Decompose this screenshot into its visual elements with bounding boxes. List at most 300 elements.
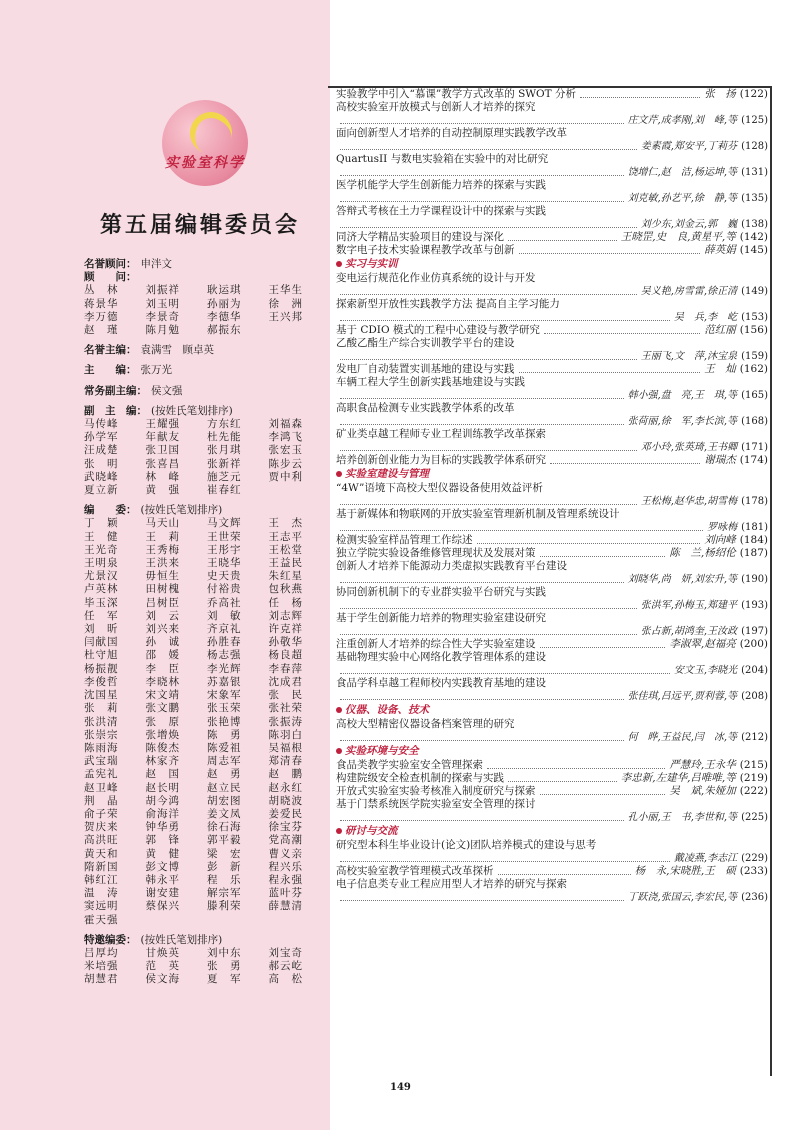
- entry-authors: 刘克敏,孙艺平,徐 静,等: [627, 193, 738, 204]
- contents-section-heading: [330, 745, 770, 758]
- member-name: 解宗军: [207, 887, 242, 900]
- member-name: 周志军: [207, 755, 242, 768]
- member-name: 赵永红: [268, 781, 303, 794]
- member-name: 王 杰: [268, 517, 303, 530]
- entry-title: 高校实验室教学管理模式改革探析: [336, 865, 494, 877]
- entry-authors: 张佳琪,吕远平,贾利蓉,等: [627, 691, 738, 702]
- member-name: 王松堂: [268, 543, 303, 556]
- contents-entry[interactable]: [330, 482, 770, 508]
- member-name: 年献友: [145, 431, 180, 444]
- member-name: [269, 914, 331, 927]
- member-name: 徐 洲: [268, 297, 303, 310]
- member-name: 党高潮: [268, 834, 303, 847]
- contents-entry[interactable]: [330, 586, 770, 612]
- member-name: 林家齐: [145, 755, 180, 768]
- entry-title: 注重创新人才培养的综合性大学实验室建设: [336, 638, 536, 650]
- entry-page: (212): [741, 732, 768, 743]
- entry-authors: 孔小丽,王 书,李世和,等: [627, 812, 738, 823]
- role-title: 主 编：: [84, 364, 137, 377]
- entry-authors: 邓小玲,张英琦,王书卿: [640, 442, 738, 453]
- member-name: 毋恒生: [145, 570, 180, 583]
- entry-title: 基于 CDIO 模式的工程中心建设与教学研究: [336, 324, 540, 336]
- member-name: 张振涛: [268, 715, 303, 728]
- entry-page: (200): [739, 638, 768, 650]
- entry-authors: 王 灿: [704, 363, 736, 375]
- entry-authors: 庄文芹,成孝刚,刘 峰,等: [627, 115, 738, 126]
- editorial-board-panel: [0, 0, 330, 1130]
- member-name: 卢英林: [84, 583, 119, 596]
- contents-entry[interactable]: [330, 127, 770, 153]
- member-name: 俞海洋: [145, 807, 180, 820]
- entry-title: 发电厂自动装置实训基地的建设与实践: [336, 363, 515, 375]
- entry-authors: 薛英娟: [704, 244, 736, 256]
- member-name: 杨志强: [207, 649, 242, 662]
- bullet-icon: [336, 261, 342, 267]
- member-name: 毕玉深: [84, 596, 119, 609]
- entry-title: 构建院级安全检查机制的探索与实践: [336, 772, 504, 784]
- entry-title: 同济大学精品实验项目的建设与深化: [336, 231, 504, 243]
- member-name: 包秋燕: [268, 583, 303, 596]
- bullet-icon: [336, 707, 342, 713]
- member-name: 张新祥: [207, 457, 242, 470]
- member-name: 黄 健: [145, 847, 180, 860]
- member-name: 刘宝奇: [268, 946, 303, 959]
- entry-authors: 戴凌燕,李志江: [673, 853, 738, 864]
- entry-page: (142): [739, 231, 768, 243]
- member-name: 宋文靖: [145, 689, 180, 702]
- member-name: 史天贵: [207, 570, 242, 583]
- member-name: 沈成君: [268, 675, 303, 688]
- entry-authors: 刘晓华,尚 妍,刘宏升,等: [627, 574, 738, 585]
- member-name: 刘 昕: [84, 623, 119, 636]
- member-name: 王明泉: [84, 557, 119, 570]
- entry-title: 数字电子技术实验课程教学改革与创新: [336, 244, 515, 256]
- entry-title: 检测实验室样品管理工作综述: [336, 534, 473, 546]
- member-name: 王彤宇: [207, 543, 242, 556]
- entry-page: (145): [739, 244, 768, 256]
- member-name: 杜守旭: [84, 649, 119, 662]
- entry-title: 基础物理实验中心网络化教学管理体系的建设: [336, 651, 546, 663]
- member-name: 高洪旺: [84, 834, 119, 847]
- contents-entry[interactable]: [330, 718, 770, 744]
- member-name: 张玉荣: [207, 702, 242, 715]
- contents-entry[interactable]: [330, 785, 770, 798]
- contents-entry[interactable]: [330, 560, 770, 586]
- contents-entry[interactable]: [330, 534, 770, 547]
- contents-entry[interactable]: [330, 88, 770, 101]
- role-value: 侯文强: [151, 384, 183, 397]
- contents-entry[interactable]: [330, 508, 770, 534]
- leader-dots: [340, 311, 670, 321]
- member-name: 陈步云: [268, 457, 303, 470]
- member-name: 郭 锋: [145, 834, 180, 847]
- contents-entry[interactable]: [330, 798, 770, 824]
- entry-page: (233): [739, 865, 768, 877]
- member-name: [146, 914, 208, 927]
- leader-dots: [540, 785, 666, 795]
- member-name: 任 杨: [268, 596, 303, 609]
- member-name: 宋象军: [207, 689, 242, 702]
- member-name: 张 明: [84, 457, 119, 470]
- member-name: [269, 484, 331, 497]
- member-name: 张社荣: [268, 702, 303, 715]
- member-name: 马传峰: [84, 418, 119, 431]
- leader-dots: [519, 244, 701, 254]
- entry-page: (181): [741, 522, 768, 533]
- member-name: 闫献国: [84, 636, 119, 649]
- entry-authors: 杨 永,宋晓胜,王 硕: [634, 865, 736, 877]
- entry-page: (153): [741, 312, 768, 323]
- contents-entry[interactable]: [330, 153, 770, 179]
- special-editor-names: [84, 947, 330, 987]
- member-name: 马文辉: [207, 517, 242, 530]
- entry-page: (171): [741, 442, 768, 453]
- entry-page: (159): [741, 351, 768, 362]
- member-name: 胡晓波: [268, 794, 303, 807]
- member-name: 郑清春: [268, 755, 303, 768]
- member-name: 杨振靓: [84, 662, 119, 675]
- member-name: 蓝叶芬: [268, 887, 303, 900]
- leader-dots: [498, 865, 631, 875]
- section-title: 实验室建设与管理: [345, 468, 429, 480]
- member-name: 孙 诚: [145, 636, 180, 649]
- member-name: 隋新国: [84, 860, 119, 873]
- contents-entry[interactable]: [330, 865, 770, 878]
- chief-editor-line: [84, 364, 330, 377]
- leader-dots: [340, 811, 624, 821]
- page-number: 149: [390, 1082, 411, 1093]
- entry-authors: 王晓罡,史 良,黄星平,等: [620, 231, 736, 243]
- member-name: 张 民: [268, 689, 303, 702]
- editor-names: [84, 517, 330, 926]
- member-name: 赵立民: [207, 781, 242, 794]
- leader-dots: [340, 731, 624, 741]
- member-name: 张 莉: [84, 702, 119, 715]
- leader-dots: [340, 192, 624, 202]
- role-value: (按姓氏笔划排序): [151, 404, 233, 417]
- member-name: 杜先能: [207, 431, 242, 444]
- member-name: 胡慧君: [84, 973, 119, 986]
- leader-dots: [340, 285, 637, 295]
- member-name: [207, 914, 269, 927]
- contents-entry[interactable]: [330, 759, 770, 772]
- contents-entry[interactable]: [330, 272, 770, 298]
- member-name: 贺庆来: [84, 821, 119, 834]
- member-name: 荆 晶: [84, 794, 119, 807]
- entry-authors: 吴义艳,房雪雷,徐正清: [640, 286, 738, 297]
- contents-entry[interactable]: [330, 337, 770, 363]
- entry-title: 食品学科卓越工程师校内实践教育基地的建设: [336, 677, 546, 689]
- member-name: [269, 324, 331, 337]
- member-name: 刘振祥: [145, 284, 180, 297]
- member-name: 孟宪礼: [84, 768, 119, 781]
- contents-entry[interactable]: [330, 402, 770, 428]
- member-name: 梁 宏: [207, 847, 242, 860]
- member-name: 张崇宗: [84, 728, 119, 741]
- member-name: 张喜昌: [145, 457, 180, 470]
- role-value: 张万光: [140, 364, 172, 377]
- member-name: 孙学军: [84, 431, 119, 444]
- leader-dots: [544, 324, 700, 334]
- member-name: 马天山: [145, 517, 180, 530]
- logo-text: 实验室科学: [165, 155, 245, 171]
- member-name: 滕利荣: [207, 900, 242, 913]
- member-name: 陈月勉: [145, 324, 180, 337]
- exec-deputy-line: [84, 385, 330, 398]
- member-name: 王洪来: [145, 557, 180, 570]
- member-name: 陈俊杰: [145, 741, 180, 754]
- member-name: 赵长明: [145, 781, 180, 794]
- member-name: 薛慧清: [268, 900, 303, 913]
- member-name: 张 勇: [207, 960, 242, 973]
- contents-entry[interactable]: [330, 878, 770, 904]
- member-name: 郝振东: [207, 324, 242, 337]
- member-name: 邵 媛: [145, 649, 180, 662]
- entry-title: 培养创新创业能力为目标的实践教学体系研究: [336, 454, 546, 466]
- leader-dots: [340, 114, 624, 124]
- leader-dots: [340, 389, 624, 399]
- entry-title: 基于学生创新能力培养的物理实验室建设研究: [336, 612, 546, 624]
- member-name: 任 军: [84, 609, 119, 622]
- entry-authors: 吴 斌,朱娅加: [669, 785, 736, 797]
- entry-authors: 范红丽: [704, 324, 736, 336]
- entry-page: (236): [741, 892, 768, 903]
- leader-dots: [340, 521, 703, 531]
- member-name: 王 健: [84, 530, 119, 543]
- role-title: 名誉顾问：: [84, 258, 137, 270]
- member-name: 孙敬华: [268, 636, 303, 649]
- member-name: 田树槐: [145, 583, 180, 596]
- entry-authors: 何 晔,王益民,闫 冰,等: [627, 732, 738, 743]
- role-value: (按姓氏笔划排序): [140, 504, 223, 517]
- member-name: 李春萍: [268, 662, 303, 675]
- contents-entry[interactable]: [330, 651, 770, 677]
- member-name: 黄 强: [145, 484, 180, 497]
- member-name: 米培强: [84, 960, 119, 973]
- contents-entry[interactable]: [330, 428, 770, 454]
- entry-title: 协同创新机制下的专业群实验平台研究与实践: [336, 586, 546, 598]
- member-name: 俞子荣: [84, 807, 119, 820]
- entry-page: (138): [741, 219, 768, 230]
- entry-page: (190): [741, 574, 768, 585]
- contents-entry[interactable]: [330, 363, 770, 376]
- leader-dots: [340, 573, 624, 583]
- entry-page: (156): [739, 324, 768, 336]
- special-editors-line: [84, 934, 330, 947]
- editorial-roles: [84, 258, 330, 987]
- member-name: 许克祥: [268, 623, 303, 636]
- contents-entry[interactable]: [330, 205, 770, 231]
- leader-dots: [340, 664, 670, 674]
- entry-authors: 张占新,胡鸿奎,王汝政: [640, 626, 738, 637]
- section-title: 实习与实训: [345, 258, 398, 270]
- entry-page: (222): [739, 785, 768, 797]
- entry-page: (135): [741, 193, 768, 204]
- entry-authors: 姜素霞,郑安平,丁莉芬: [640, 141, 738, 152]
- entry-authors: 韩小强,盘 亮,王 琪,等: [627, 390, 738, 401]
- role-title: 常务副主编：: [84, 384, 147, 397]
- member-name: 张卫国: [145, 444, 180, 457]
- member-name: 郭平毅: [207, 834, 242, 847]
- member-name: 王秀梅: [145, 543, 180, 556]
- role-title: 顾 问：: [84, 271, 137, 284]
- entry-authors: 罗咏梅: [707, 522, 738, 533]
- entry-authors: 王松梅,赵华忠,胡雪梅: [640, 496, 738, 507]
- member-name: 王光奇: [84, 543, 119, 556]
- entry-authors: 丁跃浇,张国云,李宏民,等: [627, 892, 738, 903]
- section-title: 实验环境与安全: [345, 745, 419, 757]
- contents-entry[interactable]: [330, 179, 770, 205]
- entry-title: 创新人才培养下能源动力类虚拟实践教育平台建设: [336, 560, 567, 572]
- entry-page: (125): [741, 115, 768, 126]
- entry-page: (131): [741, 167, 768, 178]
- member-name: 苏嘉银: [207, 675, 242, 688]
- member-name: 侯文海: [145, 973, 180, 986]
- section-title: 仪器、设备、技术: [345, 704, 429, 716]
- member-name: 刘 敏: [207, 609, 242, 622]
- member-name: 刘兴来: [145, 623, 180, 636]
- contents-entry[interactable]: [330, 839, 770, 865]
- entry-page: (215): [739, 759, 768, 771]
- member-name: 刘 云: [145, 609, 180, 622]
- deputy-editor-line: [84, 405, 330, 418]
- member-name: 孙胜春: [207, 636, 242, 649]
- advisor-names: [84, 284, 330, 337]
- contents-entry[interactable]: [330, 376, 770, 402]
- entry-title: 基于新媒体和物联网的开放实验室管理新机制及管理系统设计: [336, 508, 620, 520]
- entry-title: 高职食品检测专业实践教学体系的改革: [336, 402, 515, 414]
- entry-authors: 安文玉,李晓光: [673, 665, 738, 676]
- leader-dots: [340, 441, 637, 451]
- entry-authors: 刘向峰: [704, 534, 736, 546]
- leader-dots: [340, 350, 637, 360]
- journal-logo: [150, 100, 260, 190]
- committee-title: 第五届编辑委员会: [100, 213, 301, 238]
- member-name: 王 莉: [145, 530, 180, 543]
- contents-section-heading: [330, 258, 770, 271]
- member-name: 李景奇: [145, 310, 180, 323]
- entry-authors: 李忠新,左建华,吕唯唯,等: [620, 772, 736, 784]
- role-title: 名誉主编：: [84, 344, 137, 357]
- contents-entry[interactable]: [330, 612, 770, 638]
- entry-authors: 张荷丽,徐 军,李长滨,等: [627, 416, 738, 427]
- member-name: 程永强: [268, 873, 303, 886]
- entry-page: (229): [741, 853, 768, 864]
- contents-entry[interactable]: [330, 547, 770, 560]
- member-name: 赵 勇: [207, 768, 242, 781]
- member-name: 温 涛: [84, 887, 119, 900]
- member-name: 韩永平: [145, 873, 180, 886]
- contents-entry[interactable]: [330, 638, 770, 651]
- member-name: 谢安建: [145, 887, 180, 900]
- contents-entry[interactable]: [330, 244, 770, 257]
- entry-title: 医学机能学大学生创新能力培养的探索与实践: [336, 179, 546, 191]
- member-name: 朱红星: [268, 570, 303, 583]
- member-name: 程兴乐: [268, 860, 303, 873]
- member-name: 陈羽白: [268, 728, 303, 741]
- entry-authors: 严慧玲,王永华: [669, 759, 736, 771]
- entry-title: 矿业类卓越工程师专业工程训练教学改革探索: [336, 428, 546, 440]
- leader-dots: [340, 852, 670, 862]
- leader-dots: [340, 625, 637, 635]
- leader-dots: [508, 772, 617, 782]
- section-title: 研讨与交流: [345, 825, 398, 837]
- role-title: 副 主 编：: [84, 404, 147, 417]
- leader-dots: [540, 547, 666, 557]
- leader-dots: [340, 690, 624, 700]
- member-name: 王兴邦: [268, 310, 303, 323]
- role-value: 袁满雪 顾卓英: [140, 344, 214, 357]
- entry-page: (128): [741, 141, 768, 152]
- editors-line: [84, 504, 330, 517]
- contents-entry[interactable]: [330, 101, 770, 127]
- entry-title: 探索新型开放性实践教学方法 提高自主学习能力: [336, 298, 560, 310]
- member-name: 刘玉明: [145, 297, 180, 310]
- leader-dots: [340, 218, 637, 228]
- member-name: 王世荣: [207, 530, 242, 543]
- member-name: 曹义亲: [268, 847, 303, 860]
- bullet-icon: [336, 471, 342, 477]
- member-name: 李俊哲: [84, 675, 119, 688]
- member-name: 张增焕: [145, 728, 180, 741]
- role-value: 申泮文: [140, 258, 172, 270]
- bullet-icon: [336, 748, 342, 754]
- entry-title: 食品类教学实验室安全管理探索: [336, 759, 483, 771]
- member-name: 赵 瑾: [84, 324, 119, 337]
- entry-page: (122): [739, 88, 768, 100]
- contents-section-heading: [330, 468, 770, 481]
- leader-dots: [487, 759, 665, 769]
- entry-title: 实验教学中引入“慕课”教学方式改革的 SWOT 分析: [336, 88, 577, 100]
- contents-entry[interactable]: [330, 677, 770, 703]
- entry-page: (219): [739, 772, 768, 784]
- member-name: 张月琪: [207, 444, 242, 457]
- leader-dots: [580, 88, 700, 98]
- entry-authors: 张洪军,孙梅玉,郑建平: [640, 600, 738, 611]
- member-name: 张洪清: [84, 715, 119, 728]
- member-name: 张宏玉: [268, 444, 303, 457]
- member-name: 赵 鹏: [268, 768, 303, 781]
- member-name: 林 峰: [145, 470, 180, 483]
- entry-authors: 吴 兵,李 屹: [673, 312, 738, 323]
- contents-entry[interactable]: [330, 298, 770, 324]
- member-name: 赵卫峰: [84, 781, 119, 794]
- member-name: 李光辉: [207, 662, 242, 675]
- contents-entry[interactable]: [330, 772, 770, 785]
- role-title: 特邀编委：: [84, 933, 137, 946]
- entry-title: 开放式实验室实验考核准入制度研究与探索: [336, 785, 536, 797]
- member-name: 贾中利: [268, 470, 303, 483]
- member-name: 汪成楚: [84, 444, 119, 457]
- contents-entry[interactable]: [330, 231, 770, 244]
- contents-entry[interactable]: [330, 454, 770, 467]
- deputy-names: [84, 418, 330, 497]
- leader-dots: [508, 231, 617, 241]
- entry-title: “4W”语境下高校大型仪器设备使用效益评析: [336, 482, 543, 494]
- member-name: 姜文凤: [207, 807, 242, 820]
- member-name: 齐京礼: [207, 623, 242, 636]
- entry-page: (187): [739, 547, 768, 559]
- contents-entry[interactable]: [330, 324, 770, 337]
- member-name: 吴福根: [268, 741, 303, 754]
- entry-title: 车辆工程大学生创新实践基地建设与实践: [336, 376, 525, 388]
- member-name: 夏立新: [84, 484, 119, 497]
- role-value: (按姓氏笔划排序): [140, 933, 223, 946]
- entry-page: (204): [741, 665, 768, 676]
- contents-side-rule: [770, 86, 772, 1076]
- member-name: 彭文博: [145, 860, 180, 873]
- entry-page: (149): [741, 286, 768, 297]
